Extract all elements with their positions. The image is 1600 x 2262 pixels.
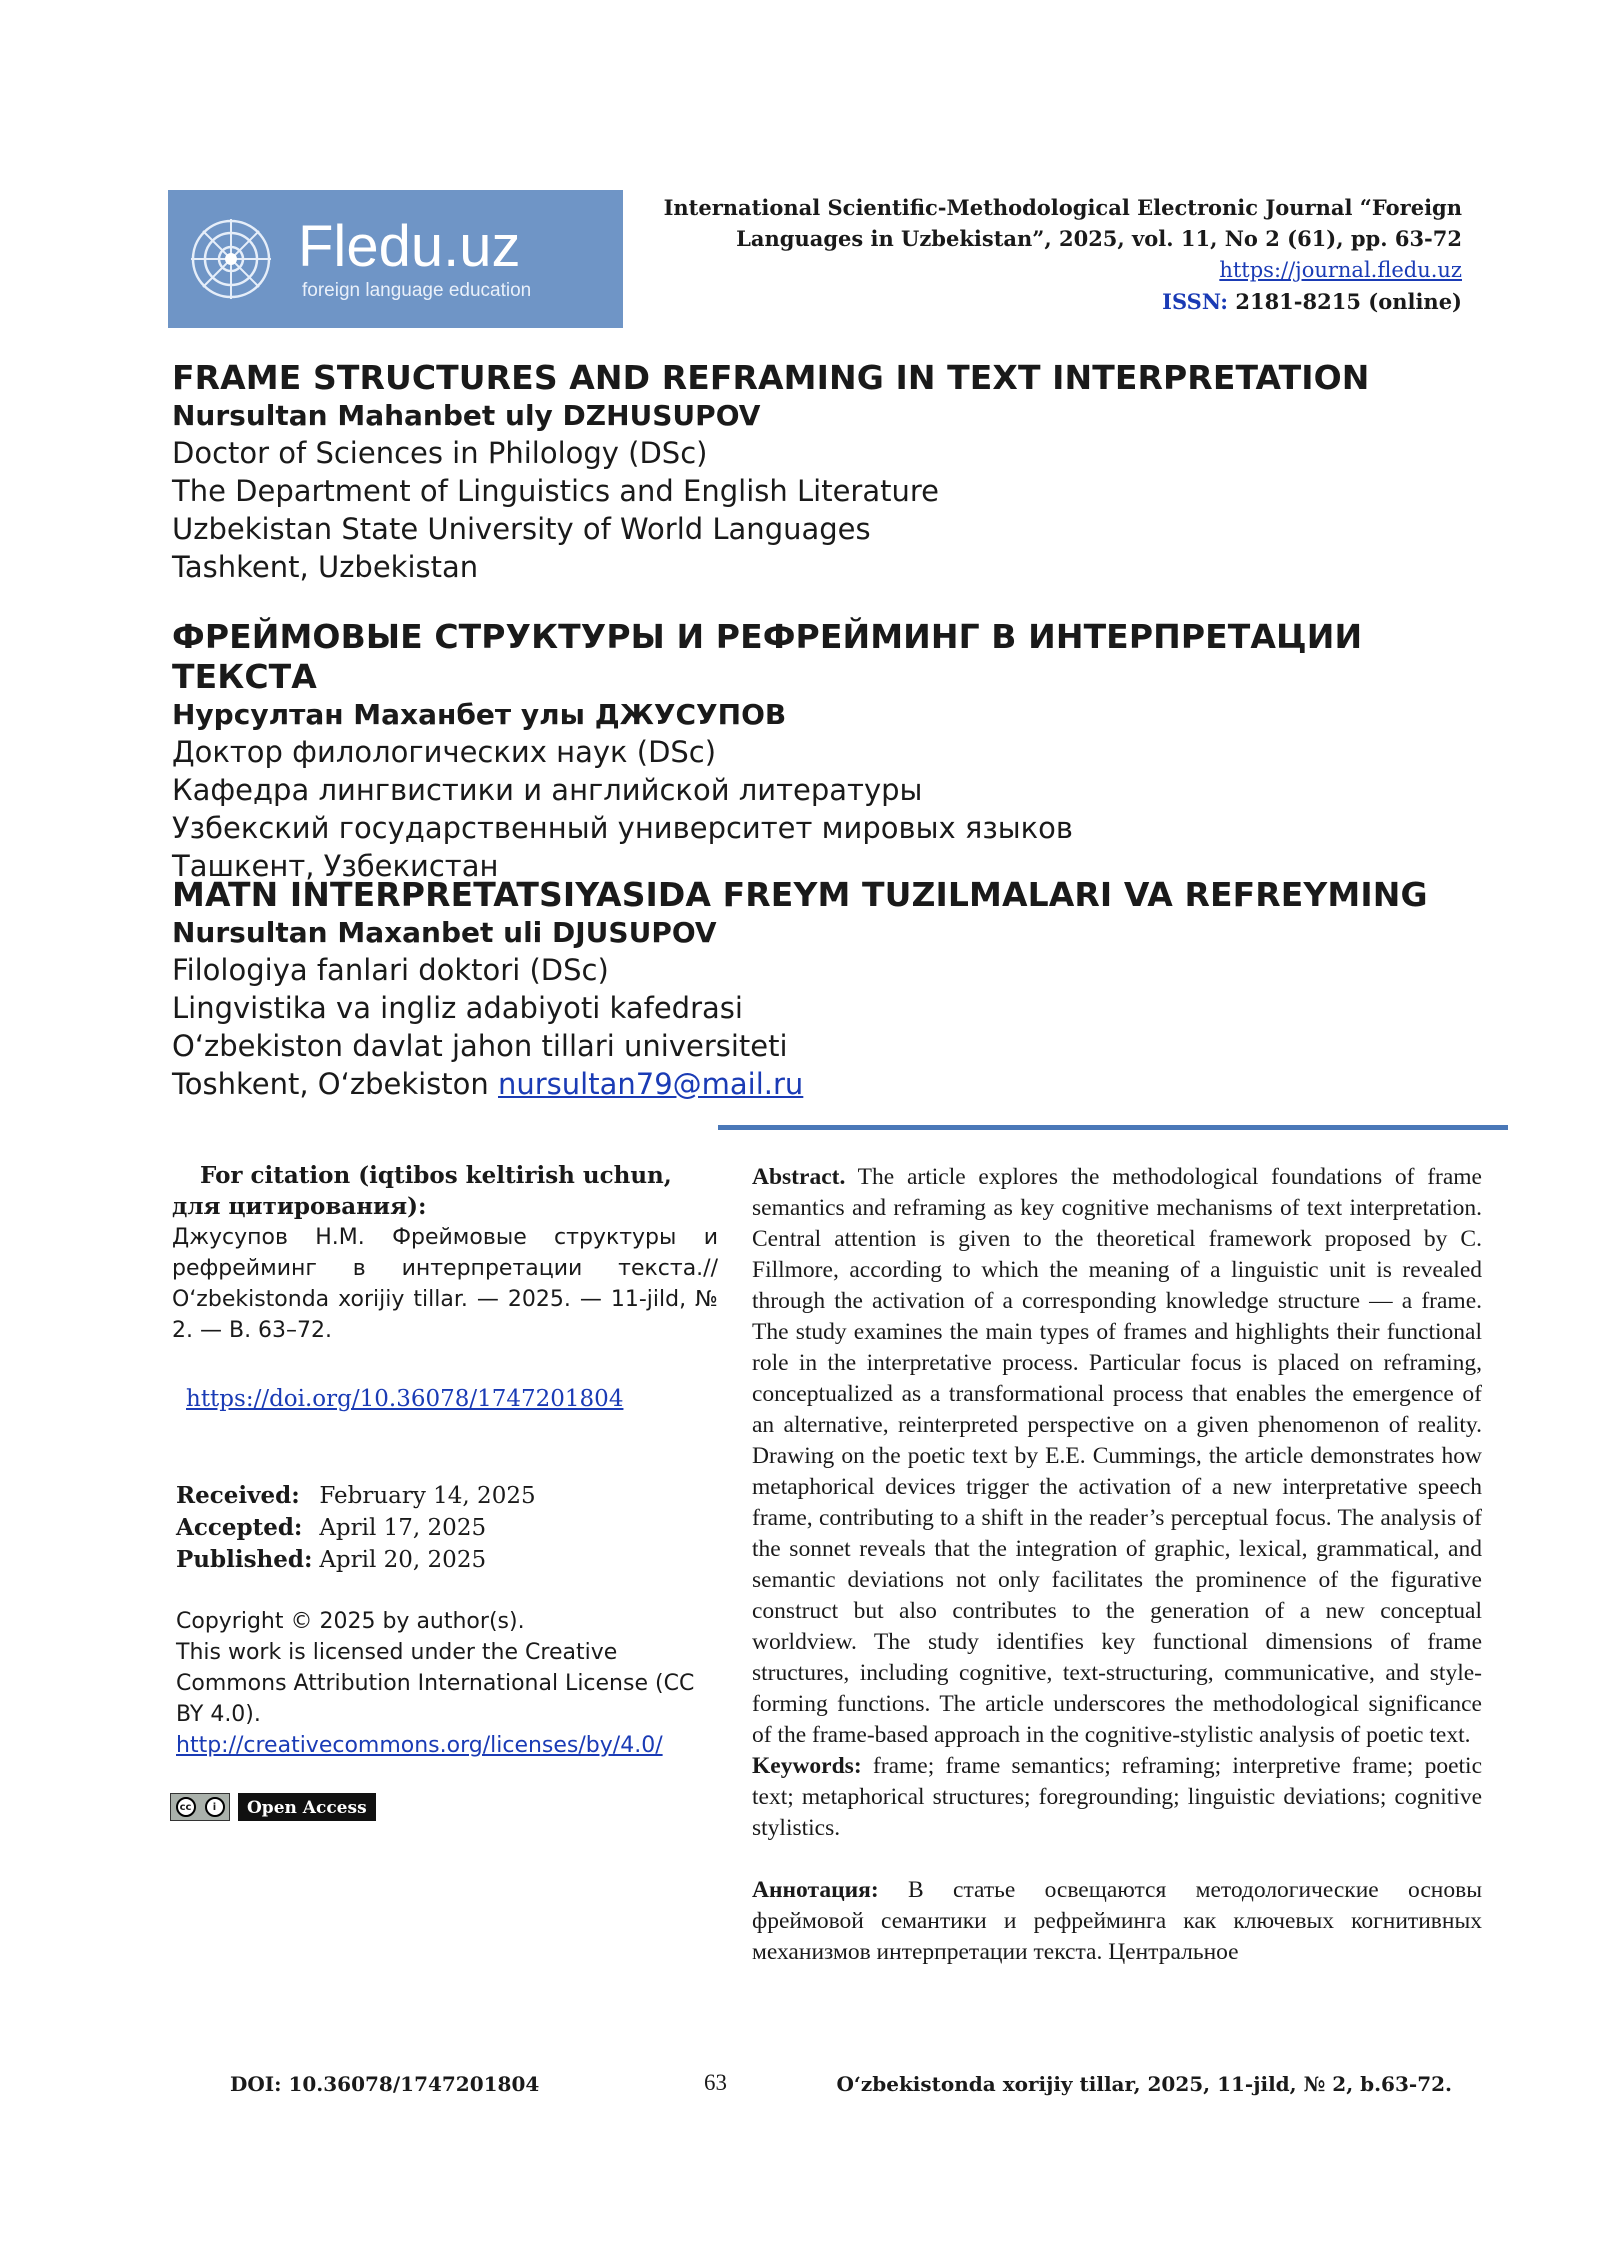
annotation-label: Аннотация:	[752, 1877, 879, 1903]
uzbek-location: Toshkent, O‘zbekiston	[172, 1067, 489, 1101]
mandala-emblem-icon	[188, 216, 274, 302]
license-block	[176, 1606, 721, 1761]
uzbek-location-line	[172, 1065, 1502, 1103]
english-title: FRAME STRUCTURES AND REFRAMING IN TEXT INTERPRETATION	[172, 358, 1370, 397]
english-department: The Department of Linguistics and English Literature	[172, 474, 939, 508]
journal-info	[582, 192, 1462, 317]
uzbek-author: Nursultan Maxanbet uli DJUSUPOV	[172, 916, 717, 949]
russian-university: Узбекский государственный университет мировых языков	[172, 811, 1073, 845]
received-date: February 14, 2025	[319, 1483, 536, 1509]
journal-line-2: Languages in Uzbekistan”, 2025, vol. 11, No 2 (61), pp. 63-72	[736, 226, 1462, 251]
published-date: April 20, 2025	[319, 1547, 487, 1573]
english-location: Tashkent, Uzbekistan	[172, 550, 479, 584]
cc-icon: cc	[176, 1797, 196, 1817]
issn-label: ISSN:	[1162, 289, 1229, 314]
cc-by-badge-icon[interactable]	[170, 1793, 230, 1821]
abstract-column	[752, 1162, 1482, 1968]
russian-degree: Доктор филологических наук (DSc)	[172, 735, 717, 769]
license-badges	[170, 1793, 376, 1823]
abstract-text: The article explores the methodological foundations of frame semantics and reframing as key cognitive mechanisms of text interpretation. Central attention is given to the theoretical framework proposed by C. Fillmore, according to which the meaning of a linguistic unit is revealed through the activation of a corresponding knowledge structure — a frame. The study examines the main types of frames and highlights their functional role in the interpretative process. Particular focus is placed on reframing, conceptualized as a transformational process that enables the emergence of an alternative, reinterpreted perspective on a given phenomenon of reality. Drawing on the poetic text by E.E. Cummings, the article demonstrates how metaphorical devices trigger the activation of a new interpretative speech frame, contributing to a shift in the reader’s perceptual focus. The analysis of the sonnet reveals that the integration of graphic, lexical, grammatical, and semantic deviations not only facilitates the prominence of the figurative construct but also contributes to the generation of a new conceptual worldview. The study identifies key functional dimensions of frame structures, including cognitive, text-structuring, communicative, and style-forming functions. The article underscores the methodological significance of the frame-based approach in the cognitive-stylistic analysis of poetic text.	[752, 1164, 1482, 1748]
keywords-text: frame; frame semantics; reframing; interpretive frame; poetic text; metaphorical structures; foregrounding; linguistic deviations; cognitive stylistics.	[752, 1753, 1482, 1841]
issn-value: 2181-8215 (online)	[1235, 289, 1462, 314]
received-label: Received:	[176, 1482, 300, 1509]
copyright-line: Copyright © 2025 by author(s).	[176, 1609, 525, 1634]
annotation-paragraph	[752, 1875, 1482, 1968]
uzbek-department: Lingvistika va ingliz adabiyoti kafedrasi	[172, 991, 743, 1025]
citation-text: Джусупов Н.М. Фреймовые структуры и рефрейминг в интерпретации текста.// O‘zbekistonda xorijiy tillar. — 2025. — 11-jild, № 2. — B. 63–72.	[172, 1225, 718, 1343]
russian-author: Нурсултан Маханбет улы ДЖУСУПОВ	[172, 698, 787, 731]
open-access-badge[interactable]: Open Access	[238, 1793, 376, 1821]
english-title-block	[172, 358, 1502, 586]
license-text: This work is licensed under the Creative Commons Attribution International License (CC BY 4.0).	[176, 1640, 695, 1727]
author-email-link[interactable]: nursultan79@mail.ru	[498, 1067, 804, 1101]
citation-heading: For citation (iqtibos keltirish uchun, для цитирования):	[172, 1162, 672, 1220]
abstract-label: Abstract.	[752, 1164, 846, 1190]
english-degree: Doctor of Sciences in Philology (DSc)	[172, 436, 708, 470]
russian-title-block	[172, 617, 1502, 885]
russian-location: Ташкент, Узбекистан	[172, 849, 499, 883]
publication-dates	[176, 1480, 536, 1576]
accepted-label: Accepted:	[176, 1514, 303, 1541]
published-label: Published:	[176, 1546, 313, 1573]
footer-doi: DOI: 10.36078/1747201804	[230, 2072, 540, 2096]
by-person-icon: i	[205, 1797, 225, 1817]
footer-journal: O‘zbekistonda xorijiy tillar, 2025, 11-jild, № 2, b.63-72.	[836, 2072, 1452, 2096]
uzbek-degree: Filologiya fanlari doktori (DSc)	[172, 953, 609, 987]
russian-title: ФРЕЙМОВЫЕ СТРУКТУРЫ И РЕФРЕЙМИНГ В ИНТЕРПРЕТАЦИИ ТЕКСТА	[172, 617, 1363, 696]
russian-department: Кафедра лингвистики и английской литературы	[172, 773, 923, 807]
journal-logo	[168, 190, 623, 328]
accepted-date: April 17, 2025	[319, 1515, 487, 1541]
journal-line-1: International Scientific-Methodological Electronic Journal “Foreign	[663, 195, 1462, 220]
page-number: 63	[704, 2070, 727, 2095]
uzbek-title: MATN INTERPRETATSIYASIDA FREYM TUZILMALARI VA REFREYMING	[172, 875, 1428, 914]
keywords-label: Keywords:	[752, 1753, 862, 1779]
keywords-paragraph	[752, 1751, 1482, 1844]
uzbek-university: O‘zbekiston davlat jahon tillari universiteti	[172, 1029, 788, 1063]
published-row	[176, 1544, 536, 1576]
uzbek-title-block	[172, 875, 1502, 1103]
journal-url-link[interactable]: https://journal.fledu.uz	[1219, 258, 1462, 282]
english-author: Nursultan Mahanbet uly DZHUSUPOV	[172, 399, 761, 432]
accepted-row	[176, 1512, 536, 1544]
section-divider	[718, 1125, 1508, 1130]
doi-link[interactable]: https://doi.org/10.36078/1747201804	[186, 1386, 624, 1412]
logo-name: Fledu.uz	[298, 214, 521, 279]
logo-tagline: foreign language education	[302, 280, 532, 301]
received-row	[176, 1480, 536, 1512]
license-url-link[interactable]: http://creativecommons.org/licenses/by/4.0/	[176, 1733, 663, 1758]
english-university: Uzbekistan State University of World Languages	[172, 512, 871, 546]
annotation-text: В статье освещаются методологические основы фреймовой семантики и рефрейминга как ключевых когнитивных механизмов интерпретации текста. Центральное	[752, 1877, 1483, 1965]
citation-block	[172, 1160, 718, 1346]
abstract-paragraph	[752, 1162, 1482, 1751]
